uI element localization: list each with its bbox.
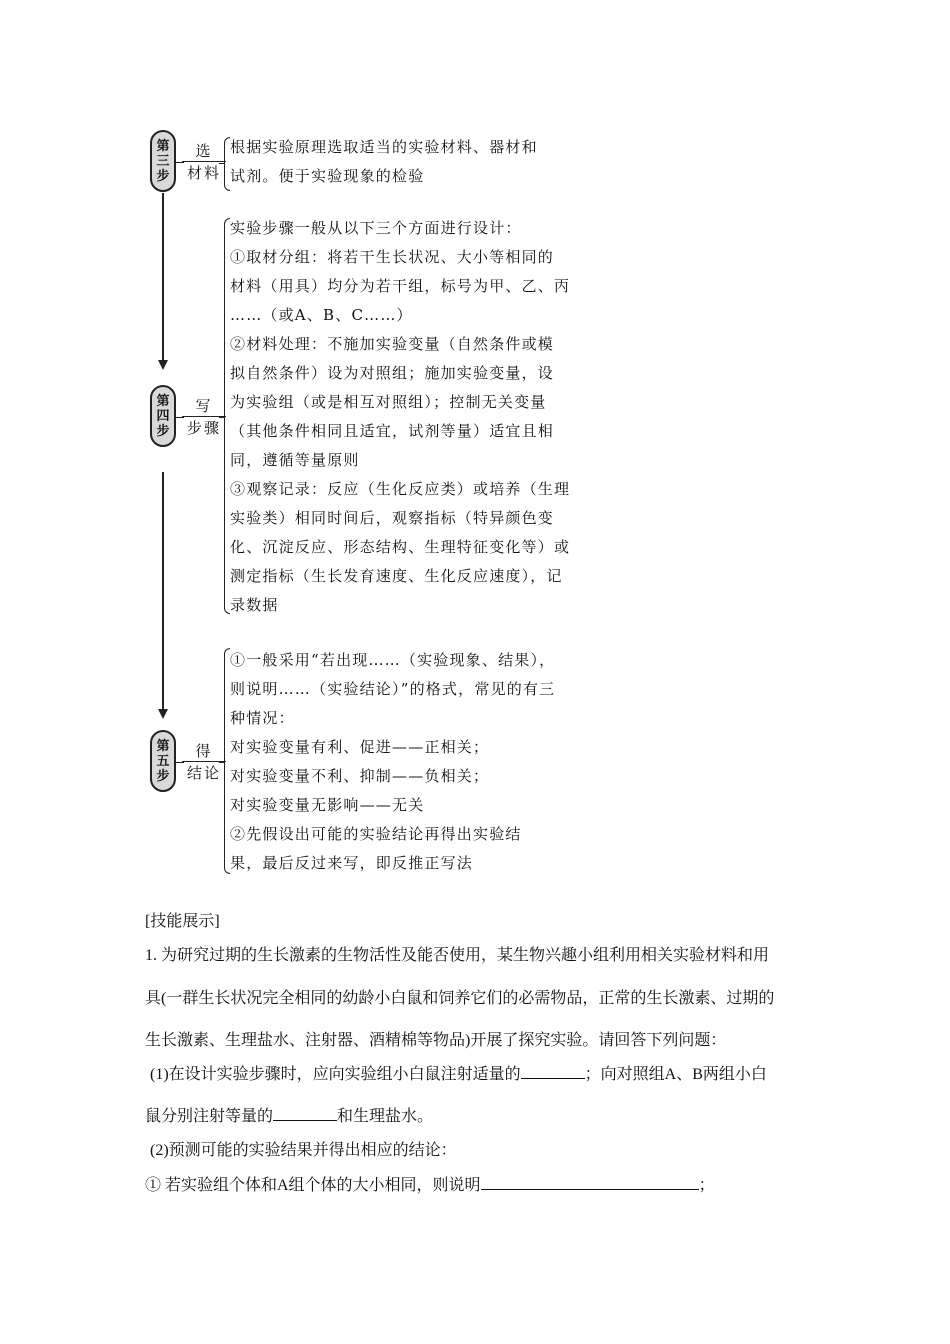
q2-item1-text: ① 若实验组个体和A组个体的大小相同，则说明	[145, 1177, 481, 1194]
step5-brace-tip	[219, 762, 224, 763]
step3-content	[230, 133, 600, 191]
step4-label-top: 写	[182, 396, 226, 417]
step3-line: 试剂。便于实验现象的检验	[230, 167, 425, 185]
step4-content	[230, 214, 600, 620]
step4-brace-tip	[219, 417, 224, 418]
step5-badge-char: 五	[156, 753, 170, 769]
section-title: [技能展示]	[145, 913, 220, 930]
step4-line: 拟自然条件）设为对照组；施加实验变量，设	[230, 364, 555, 382]
question-intro-line: 具(一群生长状况完全相同的幼龄小白鼠和饲养它们的必需物品，正常的生长激素、过期的	[145, 990, 775, 1007]
question-2-item-1	[145, 1172, 715, 1195]
step5-content	[230, 646, 600, 878]
step5-line: 对实验变量无影响——无关	[230, 796, 425, 814]
question-1-line-2	[145, 1103, 433, 1126]
question-2: (2)预测可能的实验结果并得出相应的结论：	[150, 1142, 457, 1159]
step3-brace-tip	[219, 163, 224, 164]
step5-label-bottom: 结论	[186, 764, 221, 782]
step4-line: ②材料处理：不施加实验变量（自然条件或模	[230, 335, 555, 353]
question-1-line-1	[150, 1061, 767, 1084]
step4-line: 材料（用具）均分为若干组，标号为甲、乙、丙	[230, 277, 571, 295]
answer-blank-3[interactable]	[481, 1175, 699, 1190]
step4-line: 同，遵循等量原则	[230, 451, 360, 469]
q2-item1-end: ；	[698, 1177, 715, 1194]
step3-label-top: 选	[182, 141, 226, 162]
step5-line: 对实验变量不利、抑制——负相关；	[230, 767, 490, 785]
step4-line: ①取材分组：将若干生长状况、大小等相同的	[230, 248, 555, 266]
step4-badge	[150, 385, 176, 447]
step4-line: ③观察记录：反应（生化反应类）或培养（生理	[230, 480, 571, 498]
step4-label-bottom: 步骤	[186, 419, 221, 437]
q1-text-a: (1)在设计实验步骤时，应向实验组小白鼠注射适量的	[150, 1066, 521, 1083]
step4-line: 实验步骤一般从以下三个方面进行设计：	[230, 219, 522, 237]
step4-badge-char: 步	[156, 423, 170, 439]
step3-badge-char: 第	[156, 138, 170, 154]
step5-badge-char: 第	[156, 738, 170, 754]
step5-line: 果，最后反过来写，即反推正写法	[230, 854, 474, 872]
arrowhead-3-4	[158, 360, 168, 370]
step5-line: ②先假设出可能的实验结论再得出实验结	[230, 825, 522, 843]
step4-line: 录数据	[230, 596, 279, 614]
step5-label-top: 得	[182, 741, 226, 762]
step3-badge-char: 三	[156, 153, 170, 169]
question-intro-line: 生长激素、生理盐水、注射器、酒精棉等物品)开展了探究实验。请回答下列问题：	[145, 1032, 727, 1049]
step5-badge	[150, 730, 176, 792]
question-intro-line: 1. 为研究过期的生长激素的生物活性及能否使用，某生物兴趣小组利用相关实验材料和用	[145, 947, 770, 964]
step4-line: 为实验组（或是相互对照组）；控制无关变量	[230, 393, 547, 411]
step4-line: 测定指标（生长发育速度、生化反应速度），记	[230, 567, 563, 585]
step5-line: 对实验变量有利、促进——正相关；	[230, 738, 490, 756]
step5-line: 种情况：	[230, 709, 295, 727]
arrow-line-4-5	[162, 472, 164, 710]
step4-badge-char: 第	[156, 393, 170, 409]
step4-line: 化、沉淀反应、形态结构、生理特征变化等）或	[230, 538, 571, 556]
step5-badge-char: 步	[156, 768, 170, 784]
step3-label-bottom: 材料	[186, 164, 221, 182]
step4-line: ……（或A、B、C……）	[230, 306, 413, 324]
q1-text-d: 和生理盐水。	[337, 1108, 434, 1125]
answer-blank-2[interactable]	[273, 1106, 337, 1121]
answer-blank-1[interactable]	[521, 1064, 585, 1079]
step5-line: 则说明……（实验结论）”的格式，常见的有三	[230, 680, 556, 698]
q1-text-c: 鼠分别注射等量的	[145, 1108, 274, 1125]
step4-line: （其他条件相同且适宜，试剂等量）适宜且相	[230, 422, 555, 440]
step4-badge-char: 四	[156, 408, 170, 424]
step3-badge	[150, 130, 176, 192]
q1-text-b: ；向对照组A、B两组小白	[584, 1066, 767, 1083]
step4-line: 实验类）相同时间后，观察指标（特异颜色变	[230, 509, 555, 527]
step3-line: 根据实验原理选取适当的实验材料、器材和	[230, 138, 538, 156]
arrow-line-3-4	[162, 193, 164, 361]
step5-line: ①一般采用“若出现……（实验现象、结果），	[230, 651, 556, 669]
step3-badge-char: 步	[156, 168, 170, 184]
arrowhead-4-5	[158, 709, 168, 719]
